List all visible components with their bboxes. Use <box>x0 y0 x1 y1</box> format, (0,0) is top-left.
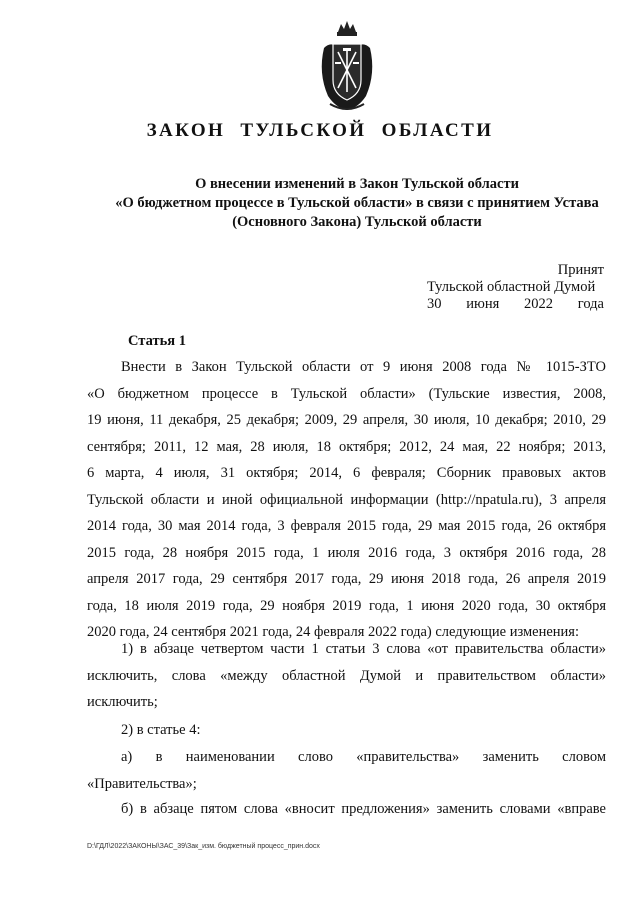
text-line: 2020 года, 24 сентября 2021 года, 24 февраля 2022 года) следующие изменения: <box>87 624 580 640</box>
adoption-block <box>427 262 604 313</box>
text-line: 1) в абзаце четвертом части 1 статьи 3 слова «от правительства области» <box>121 641 606 657</box>
subject-line: «О бюджетном процессе в Тульской области» в связи с принятием Устава <box>115 195 599 211</box>
adopted-label: Принят <box>557 262 604 278</box>
law-subject <box>60 175 640 232</box>
paragraph-2 <box>87 636 606 716</box>
text-line: года, 18 июля 2019 года, 29 ноября 2019 года, 1 июня 2020 года, 30 октября <box>87 597 606 614</box>
text-line: 6 марта, 4 июля, 31 октября; 2014, 6 февраля; Сборник правовых актов <box>87 465 606 481</box>
subject-line: (Основного Закона) Тульской области <box>232 214 482 230</box>
text-line: исключить; <box>87 694 158 710</box>
file-path-footer: D:\ГДЛ\2022\ЗАКОНЫ\ЗАС_39\Зак_изм. бюджетный процесс_прин.docx <box>87 843 320 850</box>
adopted-by: Тульской областной Думой <box>427 279 596 295</box>
adopted-date <box>427 296 604 313</box>
paragraph-4 <box>87 744 606 797</box>
text-line: а) в наименовании слово «правительства» заменить словом <box>121 749 606 765</box>
text-line: Внести в Закон Тульской области от 9 июня 2008 года № 1015-ЗТО <box>121 359 606 375</box>
adopted-day: 30 <box>427 296 442 312</box>
paragraph-1 <box>87 354 606 646</box>
text-line: «Правительства»; <box>87 775 197 792</box>
adopted-year-word: года <box>577 296 604 312</box>
title-word: ОБЛАСТИ <box>381 120 494 141</box>
title-word: ТУЛЬСКОЙ <box>240 120 367 141</box>
text-line: исключить, слова «между областной Думой и правительством области» <box>87 667 606 684</box>
adopted-month: июня <box>466 296 500 312</box>
article-heading: Статья 1 <box>128 333 186 349</box>
text-line: апреля 2017 года, 29 сентября 2017 года, 29 июня 2018 года, 26 апреля 2019 <box>87 571 606 587</box>
text-line: сентября; 2011, 12 мая, 28 июля, 18 октября; 2012, 24 мая, 22 ноября; 2013, <box>87 438 606 455</box>
paragraph-3 <box>87 717 606 744</box>
adopted-year: 2022 <box>524 296 553 312</box>
paragraph-5 <box>87 796 606 823</box>
text-line: 2) в статье 4: <box>121 722 201 738</box>
text-line: б) в абзаце пятом слова «вносит предложения» заменить словами «вправе <box>121 801 606 817</box>
tula-coat-of-arms-icon <box>314 18 380 114</box>
subject-line: О внесении изменений в Закон Тульской области <box>195 176 519 192</box>
text-line: 2015 года, 28 ноября 2015 года, 1 июля 2016 года, 3 октября 2016 года, 28 <box>87 544 606 561</box>
text-line: 2014 года, 30 мая 2014 года, 3 февраля 2015 года, 29 мая 2015 года, 26 октября <box>87 518 606 534</box>
title-word: ЗАКОН <box>146 120 226 141</box>
text-line: 19 июня, 11 декабря, 25 декабря; 2009, 29 апреля, 30 июля, 10 декабря; 2010, 29 <box>87 412 606 428</box>
text-line: «О бюджетном процессе в Тульской области» (Тульские известия, 2008, <box>87 385 606 402</box>
text-line: Тульской области и иной официальной информации (http://npatula.ru), 3 апреля <box>87 491 606 508</box>
law-title <box>0 120 640 142</box>
